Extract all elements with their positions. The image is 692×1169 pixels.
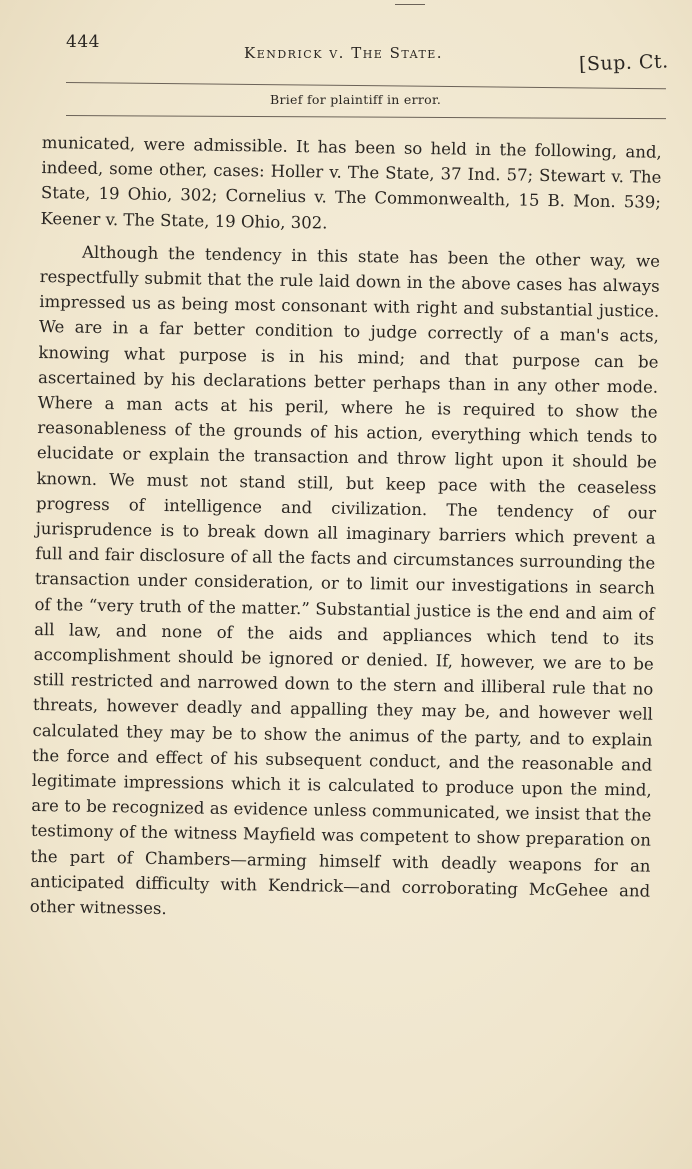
header-rule [66,82,666,89]
page-number: 444 [66,32,100,52]
paragraph-continuation: municated, were admissible. It has been so held in the following, and, indeed, some other, cases: Holler v. The State, 37 Ind. 57; Stewart v. The State, 19 Ohio, 302; Cornelius v. The Commonwealth, 15 B. Mon. 539; Keener v. The State, 19 Ohio, 302. [40,132,662,233]
body-text [30,130,662,929]
court-label: [Sup. Ct. [578,50,669,76]
top-edge-mark [395,4,425,5]
running-title: Kendrick v. The State. [244,44,444,62]
page-header [64,30,674,80]
paragraph-main: Although the tendency in this state has been the other way, we respectfully submit that the rule laid down in the above cases has always impressed us as being most consonant with right and substantial justice. We are in a far better condition to judge correctly of a man's acts, knowing what purpose is in his mind; and that purpose can be ascertained by his declarations better perhaps than in any other mode. Where a man acts at his peril, where he is required to show the reasonableness of the grounds of his action, everything which tends to elucidate or explain the transaction and throw light upon it should be known. We must not stand still, but keep pace with the ceaseless progress of intelligence and civilization. The tendency of our jurisprudence is to break down all imaginary barriers which prevent a full and fair disclosure of all the facts and circumstances surrounding the transaction under consideration, or to limit our investigations in search of the “very truth of the matter.” Substantial justice is the end and aim of all law, and none of the aids and appliances which tend to its accomplishment should be ignored or denied. If, however, we are to be still restricted and narrowed down to the stern and illiberal rule that no threats, however deadly and appalling they may be, and however well calculated they may be to show the animus of the party, and to explain the force and effect of his subsequent conduct, and the reasonable and legitimate impressions which it is calculated to produce upon the mind, are to be recognized as evidence unless communicated, we insist that the testimony of the witness Mayfield was competent to show preparation on the part of Chambers—arming himself with deadly weapons for an anticipated difficulty with Kendrick—and corroborating McGehee and other witnesses. [29,242,661,919]
brief-subheader: Brief for plaintiff in error. [270,92,442,107]
subheader-rule [66,115,666,119]
